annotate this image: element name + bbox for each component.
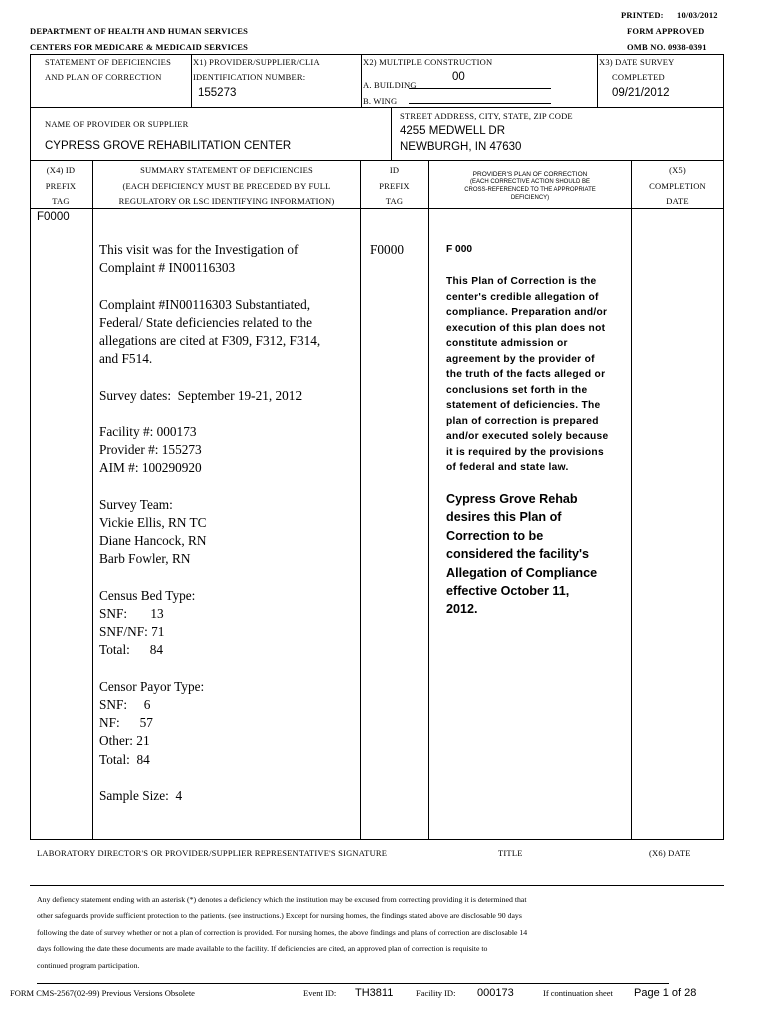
date-label: (X6) DATE (649, 848, 691, 858)
summary-line: Vickie Ellis, RN TC (99, 515, 207, 531)
x5-header-3: DATE (666, 196, 689, 206)
printed-label: PRINTED: (621, 10, 664, 20)
building-label: A. BUILDING (363, 80, 417, 90)
summary-line: Survey dates: September 19-21, 2012 (99, 387, 303, 403)
id-header-3: TAG (385, 196, 404, 206)
summary-statement (99, 241, 357, 805)
summary-line: SNF: 6 (99, 697, 151, 713)
footnote-line: days following the date these documents are made available to the facility. If deficiencies are cited, an approved plan of correction is requisite to (37, 944, 488, 954)
summary-line: SNF: 13 (99, 606, 164, 622)
poc-allegation-line: desires this Plan of (446, 510, 562, 525)
centers-name: CENTERS FOR MEDICARE & MEDICAID SERVICES (30, 42, 249, 52)
summary-line: Diane Hancock, RN (99, 533, 207, 549)
poc-allegation (446, 490, 628, 619)
date-survey-label: X3) DATE SURVEY (599, 57, 675, 67)
footnote-line: other safeguards provide sufficient protection to the patients. (see instructions.) Except for nursing homes, the findings stated above are disclosable 90 days (37, 911, 522, 921)
left-tag: F0000 (37, 211, 70, 223)
summary-line: Complaint #IN00116303 Substantiated, (99, 296, 311, 312)
signature-label: LABORATORY DIRECTOR'S OR PROVIDER/SUPPLIER REPRESENTATIVE'S SIGNATURE (37, 848, 388, 858)
footnote-line: Any defiency statement ending with an asterisk (*) denotes a deficiency which the institution may be excused from correcting providing it is determined that (37, 895, 527, 904)
x4-header-3: TAG (52, 196, 70, 206)
summary-line (99, 569, 357, 587)
summary-line: Survey Team: (99, 496, 173, 512)
footnote-line: following the date of survey whether or not a plan of correction is provided. For nursing homes, the above findings and plans of correction are disclosable 14 (37, 927, 528, 937)
poc-disclaimer-line: agreement by the provider of (446, 353, 595, 365)
summary-line (99, 277, 357, 295)
summary-header-3: REGULATORY OR LSC IDENTIFYING INFORMATION) (118, 196, 335, 206)
street-line-2: NEWBURGH, IN 47630 (400, 141, 522, 153)
summary-line: NF: 57 (99, 715, 153, 731)
summary-line: Complaint # IN00116303 (99, 260, 236, 276)
facility-id-value: 000173 (477, 987, 514, 999)
summary-line: Other: 21 (99, 733, 150, 749)
summary-header-1: SUMMARY STATEMENT OF DEFICIENCIES (140, 165, 313, 175)
street-line-1: 4255 MEDWELL DR (400, 125, 506, 137)
id-tag: F0000 (370, 242, 404, 257)
x4-header-2: PREFIX (45, 181, 77, 191)
summary-line: Total: 84 (99, 751, 150, 767)
poc-disclaimer-line: and/or executed solely because (446, 431, 609, 442)
poc-allegation-line: Cypress Grove Rehab (446, 492, 578, 506)
summary-line: Barb Fowler, RN (99, 551, 191, 567)
summary-line (99, 368, 357, 386)
footer-rule (37, 983, 669, 984)
x5-header-1: (X5) (669, 165, 686, 175)
summary-line: allegations are cited at F309, F312, F314, (99, 333, 321, 349)
summary-line: Provider #: 155273 (99, 442, 202, 458)
printed-date: 10/03/2012 (677, 10, 718, 20)
poc-disclaimer-line: conclusions set forth in the (446, 384, 588, 396)
poc-disclaimer-line: center's credible allegation of (446, 291, 599, 303)
page-number: Page 1 of 28 (634, 987, 697, 999)
summary-line (99, 769, 357, 787)
summary-line: Facility #: 000173 (99, 424, 197, 440)
poc-header-3: CROSS-REFERENCED TO THE APPROPRIATE (464, 187, 596, 193)
summary-line: SNF/NF: 71 (99, 624, 165, 640)
poc-disclaimer (446, 274, 628, 476)
poc-header-4: DEFICIENCY) (510, 195, 550, 201)
department-name: DEPARTMENT OF HEALTH AND HUMAN SERVICES (30, 26, 249, 36)
poc-disclaimer-line: the truth of the facts alleged or (446, 369, 606, 380)
poc-disclaimer-line: plan of correction is prepared (446, 415, 599, 427)
poc-header-1: PROVIDER'S PLAN OF CORRECTION (472, 171, 588, 178)
summary-line: This visit was for the Investigation of (99, 242, 299, 257)
footnote-line: continued program participation. (37, 960, 140, 970)
poc-allegation-line: considered the facility's (446, 547, 589, 562)
poc-disclaimer-line: of federal and state law. (446, 462, 569, 473)
footnote (37, 892, 717, 974)
poc-heading: F 000 (446, 244, 473, 255)
form-approved: FORM APPROVED (627, 26, 705, 36)
provider-id-value: 155273 (198, 87, 237, 99)
omb-number: OMB NO. 0938-0391 (627, 42, 707, 52)
provider-name-value: CYPRESS GROVE REHABILITATION CENTER (45, 140, 292, 152)
x4-header-1: (X4) ID (46, 165, 76, 175)
date-survey-value: 09/21/2012 (612, 87, 670, 99)
id-header-1: ID (389, 165, 400, 175)
summary-line (99, 405, 357, 423)
summary-header-2: (EACH DEFICIENCY MUST BE PRECEDED BY FULL (122, 181, 331, 191)
summary-line: Total: 84 (99, 642, 164, 658)
title-label: TITLE (498, 848, 523, 858)
id-header-2: PREFIX (379, 181, 410, 191)
summary-line: Censor Payor Type: (99, 678, 205, 694)
poc-disclaimer-line: it is required by the provisions (446, 446, 604, 458)
x5-header-2: COMPLETION (649, 181, 706, 191)
poc-allegation-line: 2012. (446, 602, 478, 617)
summary-line: AIM #: 100290920 (99, 460, 202, 476)
poc-allegation-line: Correction to be (446, 528, 544, 543)
poc-allegation-line: effective October 11, (446, 584, 570, 599)
provider-id-label-1: X1) PROVIDER/SUPPLIER/CLIA (193, 57, 320, 67)
provider-id-label-2: IDENTIFICATION NUMBER: (193, 72, 306, 82)
statement-label-1: STATEMENT OF DEFICIENCIES (45, 57, 172, 67)
event-id-label: Event ID: (303, 988, 337, 998)
summary-line (99, 478, 357, 496)
poc-disclaimer-line: statement of deficiencies. The (446, 400, 601, 411)
poc-disclaimer-line: compliance. Preparation and/or (446, 307, 608, 318)
wing-label: B. WING (363, 96, 398, 106)
poc-disclaimer-line: This Plan of Correction is the (446, 276, 597, 287)
poc-allegation-line: Allegation of Compliance (446, 565, 598, 580)
summary-line (99, 660, 357, 678)
completed-label: COMPLETED (612, 72, 665, 82)
poc-disclaimer-line: constitute admission or (446, 338, 568, 349)
form-number: FORM CMS-2567(02-99) Previous Versions Obsolete (10, 988, 195, 998)
summary-line: Federal/ State deficiencies related to the (99, 314, 313, 330)
street-address-label: STREET ADDRESS, CITY, STATE, ZIP CODE (400, 111, 573, 121)
facility-id-label: Facility ID: (416, 988, 456, 998)
summary-line: and F514. (99, 351, 153, 367)
provider-name-label: NAME OF PROVIDER OR SUPPLIER (45, 119, 189, 129)
event-id-value: TH3811 (355, 987, 394, 999)
statement-label-2: AND PLAN OF CORRECTION (45, 72, 162, 82)
continuation-label: If continuation sheet (543, 988, 613, 998)
summary-line: Sample Size: 4 (99, 788, 183, 804)
building-value: 00 (452, 71, 465, 83)
signature-line (30, 885, 724, 886)
multiple-construction-label: X2) MULTIPLE CONSTRUCTION (363, 57, 493, 67)
poc-disclaimer-line: execution of this plan does not (446, 322, 606, 334)
summary-line: Census Bed Type: (99, 587, 196, 603)
poc-header-2: (EACH CORRECTIVE ACTION SHOULD BE (469, 179, 591, 185)
